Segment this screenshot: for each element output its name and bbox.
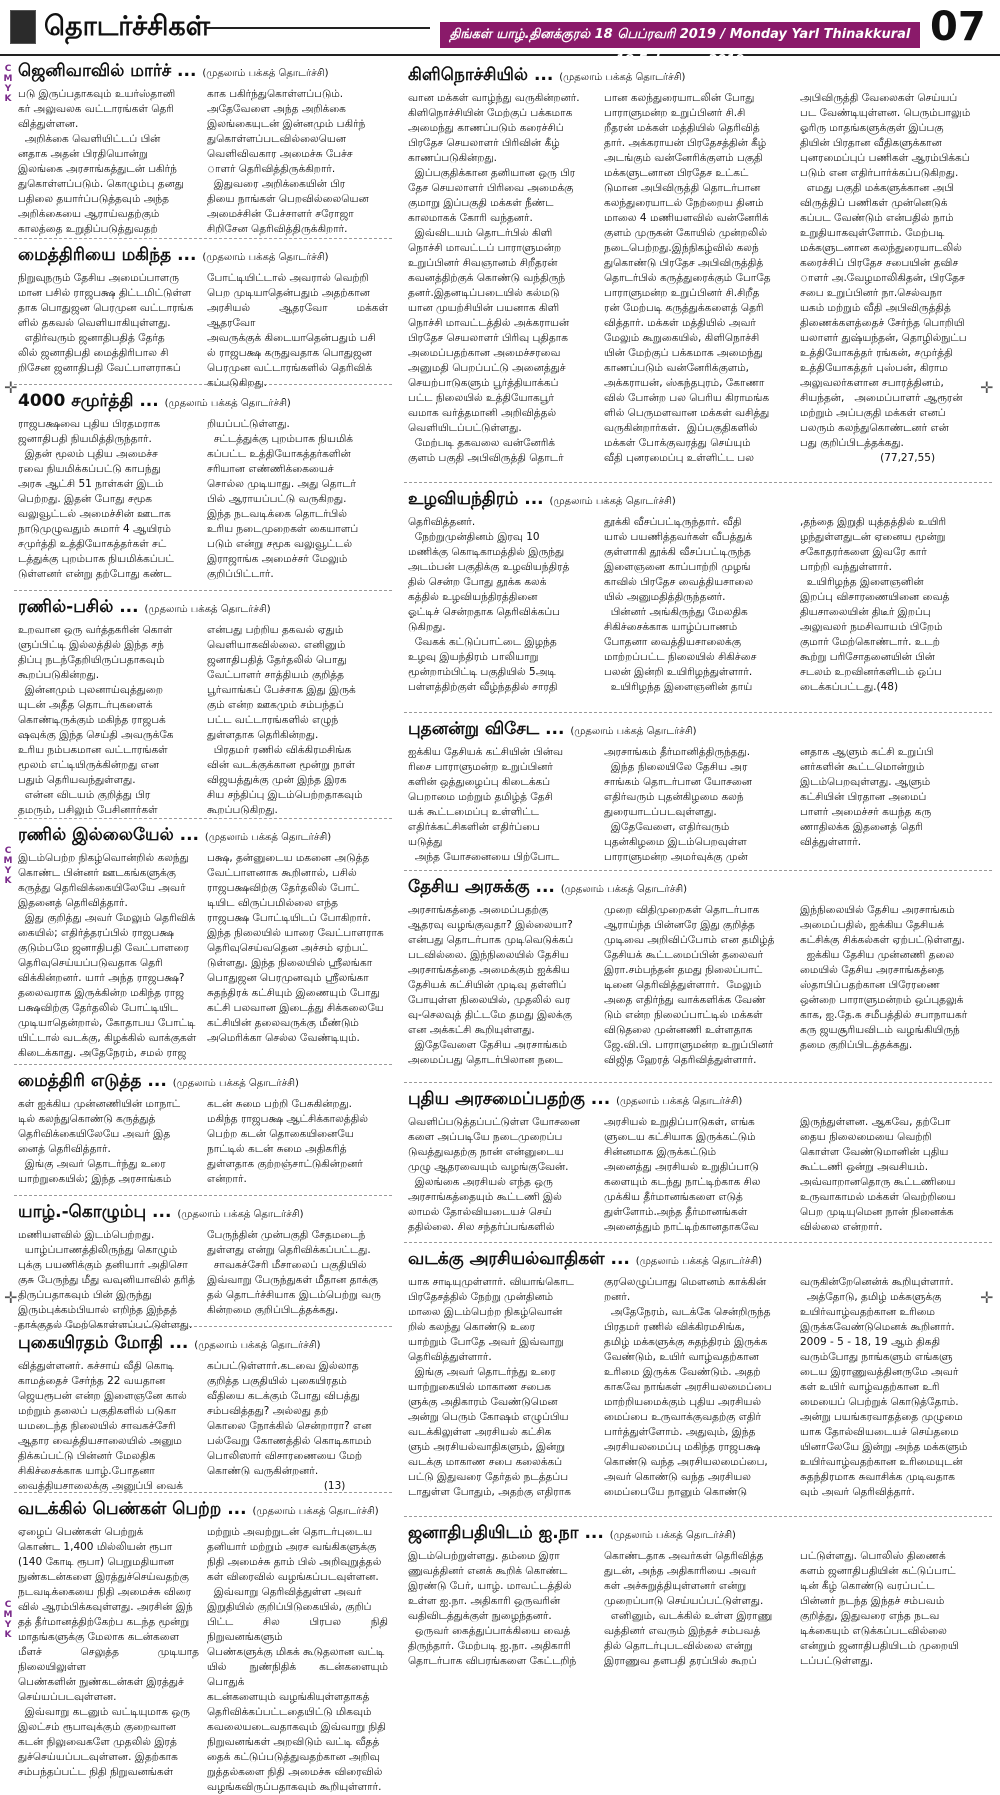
page-number: 07 (930, 4, 986, 50)
headline: புகையிரதம் மோதி ... (18, 1333, 189, 1353)
continuation-note: (முதலாம் பக்கத் தொடர்ச்சி) (609, 1530, 736, 1541)
article-column-text: மணியளவில் இடம்பெற்றது. யாழ்ப்பாணத்திலிருந்து கொழும் புக்கு பயணிக்கும் தனியார் அதிசொ குசு பேருந்து மீது வவுனியாவில் தரித் திருப்பதாகவும் பின் இருந்து இரும்புக்கம்பியால் எறிந்த இந்தத் தாக்குதல் மேற்கொள்ளப்பட்டுள்ளது. (18, 1229, 195, 1331)
cmyk-mark: C M Y K (3, 1600, 13, 1640)
article-column-text: வித்துள்ளனர். கச்சாய் வீதி கொடி காமத்தைச் சேர்ந்த 22 வயதான ஜெயரூபன் என்ற இளைஞனே கால் மற்றும் தலைப் பகுதிகளில் படுகா யமடைந்த நிலையில் சாவகச்சேரி ஆதார வைத்தியசாலையில் அனும திக்கப்பட்டு பின்னர் மேலதிக சிகிச்சைக்காக யாழ்.போதனா வைத்தியசாலைக்கு அனுப்பி வைக் (18, 1360, 187, 1492)
continuation-note: (முதலாம் பக்கத் தொடர்ச்சி) (549, 496, 676, 507)
article-columns (408, 515, 988, 695)
article-columns (408, 91, 988, 466)
cmyk-mark: C M Y K (3, 64, 13, 104)
article-columns (18, 1097, 388, 1187)
continuation-note: (முதலாம் பக்கத் தொடர்ச்சி) (252, 1506, 379, 1517)
continuation-note: (முதலாம் பக்கத் தொடர்ச்சி) (570, 726, 697, 737)
article-title (408, 1088, 988, 1113)
article-columns (18, 271, 388, 391)
headline: புதனன்று விசேட ... (408, 719, 565, 739)
article-column-text: அரசாங்கத்தை அமைப்பதற்கு ஆதரவு வழங்குவதா? இல்லையா? என்பது தொடர்பாக முடிவெடுக்கப் படவில்லை. இந்நிலையில் தேசிய அரசாங்கத்தை அமைக்கும் ஐக்கிய தேசியக் கட்சியின் முடிவு தள்ளிப் போயுள்ள நிலையில், முதலில் வர வு-செலவுத் திட்டமே தமது இலக்கு என அக்கட்சி கூறியுள்ளது. இதேவேளை தேசிய அரசாங்கம் அமைப்பது தொடர்பிலான நடை (408, 904, 574, 1066)
cmyk-mark: C M Y K (3, 846, 13, 886)
headline: உழவியந்திரம் ... (408, 489, 544, 509)
article-national-government (404, 874, 992, 1080)
headline: 4000 சமுர்த்தி ... (18, 391, 159, 411)
continuation-note: (முதலாம் பக்கத் தொடர்ச்சி) (177, 1209, 304, 1220)
header-rule (205, 27, 430, 29)
article-column-text: கடன் சுமை பற்றி பேசுகின்றது. மகிந்த ராஜபக்ஷ ஆட்சிக்காலத்தில் பெற்ற கடன் தொகையினையே நாட்டில் கடன் சுமை அதிகரித் துள்ளதாக குற்றஞ்சாட்டுகின்றனர் என்றார். (207, 1098, 369, 1185)
article-columns (408, 1275, 988, 1500)
article-column-text: பட்டுள்ளது. பொலிஸ் திணைக் களம் ஜனாதிபதியின் கட்டுப்பாட் டின் கீழ் கொண்டு வரப்பட்ட பின்னர் நடந்த இந்தச் சம்பவம் குறித்து, இதுவரை எந்த நடவ டிக்கையும் எடுக்கப்படவில்லை என்றும் ஜனாதிபதியிடம் முறையி டப்பட்டுள்ளது. (800, 1550, 959, 1667)
article-kilinochchi (404, 62, 992, 480)
headline: தேசிய அரசுக்கு ... (408, 877, 555, 897)
article-column-text: அபிவிருத்தி வேலைகள் செய்யப் பட வேண்டியுள்ளன. பெரும்பாலும் ஓரிரு மாதங்களுக்குள் இப்பகு தியின் பிரதான வீதிகளுக்கான புனரமைப்புப் பணிகள் ஆரம்பிக்கப் படும் என எதிர்பார்க்கப்படுகிறது. எமது பகுதி மக்களுக்கான அபி விருத்திப் பணிகள் முன்னெடுக் கப்பட வேண்டும் என்பதில் நாம் உறுதியாகவுள்ளோம். மேற்படி மக்களுடனான கலந்துரையாடலில் கரைச்சிப் பிரதேச சபையின் தவிச ாளர் அ.வேழமாலிகிதன், பிரதேச சபை உறுப்பினர் நா.செல்வநா யகம் மற்றும் வீதி அபிவிருத்தித் திணைக்களத்தைச் சேர்ந்த பொறியி யலாளர் துஷ்யந்தன், தொழில்நுட்ப உத்தியோகத்தர் ரங்கன், சமுர்த்தி உத்தியோகத்தர் புஸ்பன், கிராம அலுவலர்களான சபாரத்தினம், சியந்தன், அமைப்பாளர் ஆரூரன் மற்றும் அப்பகுதி மக்கள் எனப் பலரும் கலந்துகொண்டனர் என் பது குறிப்பிடத்தக்கது. (77,27,55) (800, 92, 971, 464)
article-column-text: னதாக ஆளும் கட்சி உறுப்பி னர்களின் கூட்டமொன்றும் இடம்பெறவுள்ளது. ஆளும் கட்சியின் பிரதான அமைப் பாளர் அமைச்சர் கயந்த கரு ணாதிலக்க இதனைத் தெரி வித்துள்ளார். (800, 746, 934, 848)
article-columns (408, 903, 988, 1068)
article-column-text: அரசாங்கம் தீர்மானித்திருந்தது. இந்த நிலையிலே தேசிய அர சாங்கம் தொடர்பான யோசனை எதிர்வரும் புதன்கிழமை கலந் துரையாடப்படவுள்ளது. இதேவேளை, எதிர்வரும் புதன்கிழமை இடம்பெறவுள்ள பாராளுமன்ற அமர்வுக்கு முன் (604, 746, 753, 863)
headline: ஜனாதிபதியிடம் ஐ.நா ... (408, 1523, 604, 1543)
headline: யாழ்.-கொழும்பு ... (18, 1202, 172, 1222)
article-title (408, 488, 988, 513)
continuation-note: (முதலாம் பக்கத் தொடர்ச்சி) (202, 68, 329, 79)
section-title: தொடர்ச்சிகள் (44, 11, 211, 42)
registration-mark: ✛ (4, 1288, 18, 1307)
article-column-text: உறவான ஒரு வர்த்தகரின் கொள் ளுப்பிட்டி இல்லத்தில் இந்த சந் திப்பு நடந்தேறியிருப்பதாகவும் கூறப்படுகின்றது. இன்னமும் புலனாய்வுத்துறை யுடன் அதீத தொடர்புகளைக் கொண்டிருக்கும் மகிந்த ராஜபக் ஷவுக்கு இந்த செய்தி அவருக்கே உரிய நம்பகமான வட்டாரங்கள் மூலம் எட்டியிருக்கின்றது என பதும் தெரியவந்துள்ளது. என்ன விடயம் குறித்து பிர தமரும், பசிலும் பேசினார்கள் (18, 624, 174, 816)
article-ranil-illaiyel (14, 822, 392, 1062)
headline: வடக்கில் பெண்கள் பெற்ற ... (18, 1499, 247, 1519)
article-column-text: போட்டியிட்டால் அவரால் வெற்றி பெற முடியாதென்பதும் அதற்கான அரசியல் ஆதரவோ மக்கள் ஆதரவோ அவருக்குக் கிடையாதென்பதும் பசி ல் ராஜபக்ஷ கருதுவதாக பொதுஜன பெரமுன வட்டாரங்களில் தெரிவிக் கப்படுகிறது. (207, 272, 388, 389)
page-header (0, 0, 1000, 68)
article-column-text: கப்பட்டுள்ளார்.கடவை இல்லாத குறித்த பகுதியில் புகையிரதம் வீதியை கடக்கும் போது விபத்து சம்பவித்தது? அல்லது தற் கொலை நோக்கில் சென்றாரா? என பல்வேறு கோணத்தில் கொடிகாமம் பொலிஸார் விசாரணையை மேற் கொண்டு வருகின்றனர். (13) (207, 1360, 372, 1492)
article-column-text: தூக்கி வீசப்பட்டிருந்தார். வீதி யால் பயணித்தவர்கள் வீபத்துக் குள்ளாகி தூக்கி வீசப்பட்டிருந்த இளைஞனை காப்பாற்றி முழங் காவில் பிரதேச வைத்தியசாலை யில் அனுமதித்திருந்தனர். பின்னர் அங்கிருந்து மேலதிக சிகிச்சைக்காக யாழ்ப்பாணம் போதனா வைத்தியசாலைக்கு மாற்றப்பட்ட நிலையில் சிகிச்சை பலன் இன்றி உயிரிழந்துள்ளார். உயிரிழந்த இளைஞனின் தாய் (604, 516, 757, 693)
article-wednesday-special (404, 716, 992, 868)
article-column-text: ,தந்தை இறுதி யுத்தத்தில் உயிரி ழந்துள்ளதுடன் ஏனைய மூன்று சகோதரர்களை இவரே கார் பாற்றி வந்துள்ளார். உயிரிழந்த இளைஞனின் இறப்பு விசாரணையினை வைத் தியசாலையின் திடீர் இறப்பு அலுவலர் நமசிவாயம் பிறேம் குமார் மேற்கொண்டார். உடற் கூற்று பரிசோதனையின் பின் சடலம் உறவினர்களிடம் ஒப்ப டைக்கப்பட்டது.(48) (800, 516, 950, 693)
article-columns (18, 1359, 388, 1494)
article-title (408, 1248, 988, 1273)
article-ranil-basil (14, 594, 392, 816)
continuation-note: (முதலாம் பக்கத் தொடர்ச்சி) (164, 398, 291, 409)
article-title (18, 244, 388, 269)
article-title (408, 718, 988, 743)
article-column-text: பான கலந்துரையாடலின் போது பாராளுமன்ற உறுப்பினர் சி.சி றீதரன் மக்கள் மத்தியில் தெரிவித் தார். அக்கராயன் பிரதேசத்தின் கீழ் அடங்கும் வன்னேரிக்குளம் பகுதி மக்களுடனான பிரதேச உட்கட் டுமான அபிவிருத்தி தொடர்பான கலந்துரையாடல் நேற்றைய தினம் மாலை 4 மணியளவில் வன்னேரிக் குளம் முருகன் கோயில் முன்றலில் நடைபெற்றது.இந்நிகழ்வில் கலந் துகொண்டு பிரதேச அபிவிருத்தித் தொடர்பில் கருத்துரைக்கும் போதே பாராளுமன்ற உறுப்பினர் சி.சிறீத ரன் மேற்படி கருத்துக்களைத் தெரி வித்தார். மக்கள் மத்தியில் அவர் மேலும் கூறுகையில், கிளிநொச்சி யின் மேற்குப் பக்கமாக அமைந்து காணப்படும் வன்னேரிக்குளம், அக்கராயன், ஸ்கந்தபுரம், கோணா வில் போன்ற பல பெரிய கிராமங்க ளில் பெருமளவான மக்கள் வசித்து வருகின்றார்கள். இப்பகுதிகளில் மக்கள் போக்குவரத்து செய்யும் வீதி புனரமைப்பு உள்ளிட்ட பல (604, 92, 771, 464)
article-column-text: வான மக்கள் வாழ்ந்து வருகின்றனர். கிளிநொச்சியின் மேற்குப் பக்கமாக அமைந்து காணப்படும் கரைச்சிப் பிரதேச செயலாளர் பிரிவின் கீழ் காணப்படுகின்றது. இப்பகுதிக்கான தனியான ஒரு பிர தேச செயலாளர் பிரிவை அமைக்கு குமாறு இப்பகுதி மக்கள் நீண்ட காலமாகக் கோரி வந்தனர். இவ்விடயம் தொடர்பில் கிளி நொச்சி மாவட்டப் பாராளுமன்ற உறுப்பினர் சிவஞானம் சிறீதரன் கவனத்திற்குக் கொண்டு வந்திருந் தனர்.இதனடிப்படையில் கல்மடு யான முயற்சியின் பயனாக கிளி நொச்சி மாவட்டத்தில் அக்கராயன் பிரதேச செயலாளர் பிரிவு புதிதாக அமைப்பதற்கான அமைச்சரவை அனுமதி பெறப்பட்டு அனைத்துச் செயற்பாடுகளும் பூர்த்தியாக்கப் பட்ட நிலையில் உத்தியோகபூர் வமாக வர்த்தமானி அறிவித்தல் வெளியிடப்பட்டுள்ளது. மேற்படி தகவலை வன்னேரிக் குளம் பகுதி அபிவிருத்தி தொடர் (408, 92, 580, 464)
article-columns (18, 623, 388, 818)
article-tractor (404, 486, 992, 710)
article-column-text: காக பகிர்ந்துகொள்ளப்படும். அதேவேளை அந்த அறிக்கை இலங்கையுடன் இன்னமும் பகிர்ந் துகொள்ளப்படவில்லையென வெளிவிவகார அமைச்சு பேச்ச ாளர் தெரிவித்திருக்கிறார். இதுவரை அறிக்கையின் பிர தியை நாங்கள் பெறவில்லையென அமைச்சின் பேச்சாளர் சரோஜா சிறிசேன தெரிவித்திருக்கிறார். (207, 88, 369, 235)
article-column-text: ராஜபக்ஷவை புதிய பிரதமராக ஜனாதிபதி நியமித்திருந்தார். இதன் மூலம் புதிய அமைச்ச ரவை நியமிக்கப்பட்டு காபந்து அரசு ஆட்சி 51 நாள்கள் இடம் பெற்றது. இதன் போது சமூக வலுவூட்டல் அமைச்சின் ஊடாக நாடுமுழுவதும் சுமார் 4 ஆயிரம் சமுர்த்தி உத்தியோகத்தர்கள் சட் டத்துக்கு புறம்பாக நியமிக்கப்பட் டுள்ளனர் என்று தற்போது கண்ட (18, 418, 174, 580)
continuation-note: (முதலாம் பக்கத் தொடர்ச்சி) (194, 1340, 321, 1351)
headline: மைத்திரி எடுத்த ... (18, 1071, 167, 1091)
headline: ரணில்-பசில் ... (18, 597, 139, 617)
article-column-text: குரலெழுப்பாது மௌனம் காக்கின் றனர். அதேநேரம், வடக்கே சென்றிருந்த பிரதமர் ரணில் விக்கிரமசிங்க, தமிழ் மக்களுக்கு சுதந்திரம் இருக்க வேண்டும், உயிர் வாழ்வதற்கான உரிமை இருக்க வேண்டும். அதற் காகவே நாங்கள் அரசியலமைப்பை மாற்றியமைக்கும் புதிய அரசியல் மைப்பை உருவாக்குவதற்கு எதிர் பார்த்துள்ளோம். அதுவும், இந்த அரசியலமைப்பு மகிந்த ராஜபக்ஷ கொண்டு வந்த அரசியலமைப்பை, அவர் கொண்டு வந்த அரசியல மைப்பையே நானும் கொண்டு (604, 1276, 772, 1498)
article-column-text: பக்ஷ, தன்னுடைய மகனை அடுத்த வேட்பாளனாக கூறினால், பசில் ராஜபக்ஷவிற்கு தேர்தலில் போட் டியிட விருப்பமில்லை எந்த ராஜபக்ஷ போட்டியிடப் போகிறார். இந்த நிலையில் யாரை வேட்பாளராக தெரிவுசெய்வதென அச்சம் ஏற்பட் டுள்ளது. இந்த நிலையில் ஸ்ரீலங்கா பொதுஜன பெரமுனவும் ஸ்ரீலங்கா சுதந்திரக் கட்சியும் இணையும் போது கட்சி பலவான இடைத்து சிக்கலையே கட்சியின் தலைவருக்கு மீண்டும் அமெரிக்கா செல்ல வேண்டியும். (207, 852, 384, 1044)
article-new-government (404, 1086, 992, 1240)
date-banner: திங்கள் யாழ்.தினக்குரல் 18 பெப்ரவரி 2019 / Monday Yarl Thinakkural 18 February 2019 (440, 22, 920, 48)
headline: ரணில் இல்லையேல் ... (18, 825, 199, 845)
continuation-note: (முதலாம் பக்கத் தொடர்ச்சி) (144, 604, 271, 615)
article-column-text: முறை விதிமுறைகள் தொடர்பாக ஆராய்ந்த பின்னரே இது குறித்த முடிவை அறிவிப்போம் என தமிழ்த் தேசியக் கூட்டமைப்பின் தலைவர் இரா.சம்பந்தன் தமது நிலைப்பாட் டினை தெரிவித்துள்ளார். மேலும் அதை எதிர்ந்து வாக்களிக்க வேண் டும் என்ற நிலைப்பாட்டில் மக்கள் விடுதலை முன்னணி உள்ளதாக ஜே.வி.பி. பாராளுமன்ற உறுப்பினர் விஜித ஹேரத் தெரிவித்துள்ளார். (604, 904, 775, 1066)
article-column-text: இந்நிலையில் தேசிய அரசாங்கம் அமைப்பதில், ஐக்கிய தேசியக் கட்சிக்கு சிக்கல்கள் ஏற்பட்டுள்ளது. ஐக்கிய தேசிய முன்னணி தலை மையில் தேசிய அரசாங்கத்தை ஸ்தாபிப்பதற்கான பிரேரணை ஒன்றை பாராளுமன்றம் ஒப்புதலுக் காக, ஐ.தே.க சமீபத்தில் சபாநாயகர் கரு ஜயசூரியவிடம் வழங்கியிருந் தமை குறிப்பிடத்தக்கது. (800, 904, 968, 1051)
article-title (18, 1498, 388, 1523)
continuation-note: (முதலாம் பக்கத் தொடர்ச்சி) (635, 1256, 762, 1267)
article-title (408, 1522, 988, 1547)
registration-mark: ✛ (980, 378, 994, 397)
continuation-note: (முதலாம் பக்கத் தொடர்ச்சி) (560, 884, 687, 895)
article-maithiri-eduththa (14, 1068, 392, 1193)
article-columns (408, 745, 988, 865)
article-title (408, 64, 988, 89)
article-north-women-loans (14, 1496, 392, 1793)
article-column-text: ஏழைப் பெண்கள் பெற்றுக் கொண்ட 1,400 மில்லியன் ரூபா (140 கோடி ரூபா) பெறுமதியான நுண்கடன்களை இரத்துச்செய்வதற்கு நடவடிக்கையை நிதி அமைச்சு விரை வில் ஆரம்பிக்கவுள்ளது. அரசின் இந் தத் தீர்மானத்திற்கேற்ப கடந்த மூன்று மாதங்களுக்கு மேலாக கடன்களை மீளச் செலுத்த முடியாத நிலையிலுள்ள பெண்களின் நுண்கடன்கள் இரத்துச் செய்யப்படவுள்ளன. இவ்வாறு கடனும் வட்டியுமாக ஒரு இலட்சம் ரூபாவுக்கும் குறைவான கடன் நிலுவைகளே முதலில் இரத் துச்செய்யப்படவுள்ளன. இதற்காக சம்பந்தப்பட்ட நிதி நிறுவனங்கள் (18, 1526, 199, 1778)
article-title (18, 1332, 388, 1357)
article-title (18, 1201, 388, 1226)
article-maithiri-mahinda (14, 242, 392, 389)
continuation-note: (முதலாம் பக்கத் தொடர்ச்சி) (172, 1078, 299, 1089)
article-column-text: அரசியல் உறுதிப்பாடுகள், எங்க ளுடைய கட்சியாக இருக்கட்டும் சின்னமாக இருக்கட்டும் அனைத்து அரசியல் உறுதிப்பாடு களையும் கடந்து நாட்டிற்காக சில முக்கிய தீர்மானங்களை எடுத் துள்ளோம்.அந்த தீர்மானங்கள் அனைத்தும் நாட்டிற்கானதாகவே (604, 1116, 761, 1233)
article-column-text: இடம்பெற்றுள்ளது. தம்மை இரா ணுவத்தினர் எனக் கூறிக் கொண்ட இரண்டு பேர், யாழ். மாவட்டத்தில் உள்ள ஐ.நா. அதிகாரி ஒருவரின் வதிவிடத்துக்குள் நுழைந்தனர். ஒருவர் கைத்துப்பாக்கியை வைத் திருந்தார். மேற்படி ஐ.நா. அதிகாரி தொடர்பாக விபரங்களை கேட்டறிந் (408, 1550, 577, 1667)
section-thumbnail (10, 10, 36, 44)
continuation-note: (முதலாம் பக்கத் தொடர்ச்சி) (204, 832, 332, 843)
article-title (18, 60, 388, 85)
article-jaffna-colombo (14, 1199, 392, 1331)
headline: ஜெனிவாவில் மார்ச் ... (18, 61, 197, 81)
article-column-text: படு இருப்பதாகவும் உயர்ஸ்தானி கர் அலுவலக வட்டாரங்கள் தெரி வித்துள்ளன. அறிக்கை வெளியிட்டப் பின் னதாக அதன் பிரதியொன்று இலங்கை அரசாங்கத்துடன் பகிர்ந் துகொள்ளப்படும். கொழும்பு தனது பதிலை தயார்ப்படுத்தவும் அந்த அறிக்கையை ஆராய்வதற்கும் காலத்தை உறுதிப்படுத்துவதற் (18, 88, 184, 235)
article-column-text: ஐக்கிய தேசியக் கட்சியின் பின்வ ரிசை பாராளுமன்ற உறுப்பினர் களின் ஒத்துழைப்பு கிடைக்கப் பெறாமை மற்றும் தமிழ்த் தேசி யக் கூட்டமைப்பு உள்ளிட்ட எதிர்க்கட்சிகளின் எதிர்ப்பை யடுத்து அந்த யோசனையை பிற்போட (408, 746, 564, 863)
registration-mark: ✛ (980, 1288, 994, 1307)
article-columns (18, 1525, 388, 1795)
article-columns (408, 1549, 988, 1669)
article-columns (18, 851, 388, 1061)
article-column-text: கொண்டதாக அவர்கள் தெரிவித்த துடன், அந்த அதிகாரியை அவர் கள் அச்சுறுத்தியுள்ளனர் என்று முறைப்பாடு செய்யப்பட்டுள்ளது. எனினும், வடக்கில் உள்ள இராணு வத்தினர் எவரும் இந்தச் சம்பவத் தில் தொடர்புபடவில்லை என்று இராணுவ தளபதி தரப்பில் கூறப் (604, 1550, 773, 1667)
article-column-text: மற்றும் அவற்றுடன் தொடர்புடைய தனியார் மற்றும் அரச வங்கிகளுக்கு நிதி அமைச்சு தாம் பில் அறிவுறுத்தல் கள் விரைவில் வழங்கப்படவுள்ளன. இவ்வாறு தெரிவித்துள்ள அவர் இறுதியில் குறிப்பிடுகையில், குறிப் பிட்ட சில பிரபல நிதி நிறுவனங்களும் பெண்களுக்கு மிகக் கூடுதலான வட்டி யில் நுண்நிதிக் கடன்களையும் பொதுக் கடன்களையும் வழங்கியுள்ளதாகத் தெரிவிக்கப்பட்டதையிட்டு மிகவும் கவலையடைவதாகவும் இவ்வாறு நிதி நிறுவனங்கள் அறவிடும் வட்டி வீதத் தைக் கட்டுப்படுத்துவதற்கான அறிவு றுத்தல்களை நிதி அமைச்சு விரைவில் வழங்கவிருப்பதாகவும் கூறியுள்ளார். (207, 1526, 388, 1793)
article-columns (18, 1228, 388, 1333)
registration-mark: ✛ (4, 378, 18, 397)
continuation-note: (முதலாம் பக்கத் தொடர்ச்சி) (616, 1096, 743, 1107)
article-title (18, 596, 388, 621)
headline: புதிய அரசமைப்பதற்கு ... (408, 1089, 611, 1109)
article-column-text: இடம்பெற்ற நிகழ்வொன்றில் கலந்து கொண்ட பின்னர் ஊடகங்களுக்கு கருத்து தெரிவிக்கையிலேயே அவர் இதனைத் தெரிவித்தார். இது குறித்து அவர் மேலும் தெரிவிக் கையில்; எதிர்த்தரப்பில் ராஜபக்ஷ குடும்பமே ஜனாதிபதி வேட்பாளரை தெரிவுசெய்யப்படுவதாக தெரி விக்கின்றனர். யார் அந்த ராஜபக்ஷ? தலைவராக இருக்கின்ற மகிந்த ராஜ பக்ஷவிற்கு தேர்தலில் போட்டியிட முடியாதென்றால், கோதாபய போட்டி யிட்டால் வடக்கு, கிழக்கில் வாக்குகள் கிடைக்காது. அதேநேரம், சமல் ராஜ (18, 852, 197, 1059)
article-title (18, 824, 388, 849)
article-column-text: றியப்பட்டுள்ளது. சட்டத்துக்கு புறம்பாக நியமிக் கப்பட்ட உத்தியோகத்தர்களின் சரியான எண்ணிக்கையைச் சொல்ல முடியாது. அது தொடர் பில் ஆராயப்பட்டு வருகிறது. இந்த நடவடிக்கை தொடர்பில் உரிய நடைமுறைகள் கையாளப் படும் என்று சமூக வலுவூட்டல் இராஜாங்க அமைச்சர் மேலும் குறிப்பிட்டார். (207, 418, 359, 580)
article-column-text: வருகின்றேனென்க் கூறியுள்ளார். அத்தோடு, தமிழ் மக்களுக்கு உயிர்வாழ்வதற்கான உரிமை இருக்கவேண்டுமெனக் கூறினார். 2009 - 5 - 18, 19 ஆம் திகதி வரும்போது நாங்களும் எங்களு டைய இராணுவத்தினருமே அவர் கள் உயிர் வாழ்வதற்கான உரி மையைப் பெற்றுக் கொடுத்தோம். அன்று பயங்கரவாதத்தை முழுமை யாக தோல்வியடையச் செய்தமை யினாலேயே இன்று அந்த மக்களும் உயிர்வாழ்வதற்கான உரிமையுடன் சுதந்திரமாக சுவாசிக்க முடிவதாக வும் அவர் தெரிவித்தார். (800, 1276, 968, 1498)
article-samurdhi (14, 388, 392, 588)
article-columns (18, 87, 388, 237)
article-title (408, 876, 988, 901)
article-column-text: என்பது பற்றிய தகவல் ஏதும் வெளியாகவில்லை. எனினும் ஜனாதிபதித் தேர்தலில் பொது வேட்பாளர் சாத்தியம் குறித்த பூர்வாங்கப் பேச்சாக இது இருக் கும் என்ற ஊகமும் சம்பந்தப் பட்ட வட்டாரங்களில் எழுந் துள்ளதாக தெரிகின்றது. பிரதமர் ரணில் விக்கிரமசிங்க வின் வடக்குக்கான மூன்று நாள் விஜயத்துக்கு முன் இந்த இரக சிய சந்திப்பு இடம்பெற்றதாகவும் கூறப்படுகிறது. (207, 624, 363, 816)
headline: வடக்கு அரசியல்வாதிகள் ... (408, 1249, 630, 1269)
article-train-collision (14, 1330, 392, 1490)
article-column-text: யாக சாடியுமுள்ளார். வியாங்கொட பிரதேசத்தில் நேற்று முன்தினம் மாலை இடம்பெற்ற நிகழ்வொன் றில் கலந்து கொண்டு உரை யாற்றும் போதே அவர் இவ்வாறு தெரிவித்துள்ளார். இங்கு அவர் தொடர்ந்து உரை யாற்றுகையில் மாகாண சபைக ளுக்கு அதிகாரம் வேண்டுமென அன்று பெரும் கோஷம் எழுப்பிய வடக்கிலுள்ள அரசியல் கட்சிக ளும் அரசியல்வாதிகளும், இன்று வடக்கு மாகாண சபை கலைக்கப் பட்டு இதுவரை தேர்தல் நடத்தப்ப டாதுள்ள போதும், அதற்கு எதிராக (408, 1276, 574, 1498)
headline: கிளிநொச்சியில் ... (408, 65, 554, 85)
article-geneva (14, 58, 392, 236)
article-title (18, 390, 388, 415)
article-column-text: நிறுவுநரும் தேசிய அமைப்பாளரு மான பசில் ராஜபக்ஷ திட்டமிட்டுள்ள தாக பொதுஜன பெரமுன வட்டாரங்க ளில் தகவல் வெளியாகியுள்ளது. எதிர்வரும் ஜனாதிபதித் தேர்த லில் ஜனாதிபதி மைத்திரிபால சி றிசேன ஜனாதிபதி வேட்பாளராகப் (18, 272, 194, 374)
article-column-text: வெளிப்படுத்தப்பட்டுள்ள யோசனை களை அப்படியே நடைமுறைப்ப டுவத்துவதற்கு நான் என்னுடைய முழு ஆதரவையும் வழங்குவேன். இலங்கை அரசியல் எந்த ஒரு அரசாங்கத்தையும் கூட்டணி இல் லாமல் தோல்வியடையச் செய் ததில்லை. சில சந்தர்ப்பங்களில் (408, 1116, 581, 1233)
article-columns (408, 1115, 988, 1235)
article-north-politicians (404, 1246, 992, 1514)
continuation-note: (முதலாம் பக்கத் தொடர்ச்சி) (202, 252, 329, 263)
article-president-un (404, 1520, 992, 1680)
article-column-text: பேருந்தின் முன்பகுதி சேதமடைந் துள்ளது என்று தெரிவிக்கப்பட்டது. சாவகச்சேரி மீசாலைப் பகுதியில் இவ்வாறு பேருந்துகள் மீதான தாக்கு தல் தொடர்ச்சியாக இடம்பெற்று வரு கின்றமை குறிப்பிடத்தக்கது. (207, 1229, 381, 1316)
article-title (18, 1070, 388, 1095)
headline: மைத்திரியை மகிந்த ... (18, 245, 197, 265)
article-columns (18, 417, 388, 582)
article-column-text: கள் ஐக்கிய முன்னணியின் மாநாட் டில் கலந்துகொண்டு கருத்துத் தெரிவிக்கையிலேயே அவர் இத னைத் தெரிவித்தார். இங்கு அவர் தொடர்ந்து உரை யாற்றுகையில்; இந்த அரசாங்கம் (18, 1098, 181, 1185)
continuation-note: (முதலாம் பக்கத் தொடர்ச்சி) (559, 72, 686, 83)
article-column-text: இருந்துள்ளன. ஆகவே, தற்போ தைய நிலைமையை வெற்றி கொள்ள வேண்டுமானின் புதிய கூட்டணி ஒன்று அவசியம். அவ்வாறானதொரு கூட்டணியை உருவாகாமல் மக்கள் வெற்றியை பெற முடியுமென நான் நினைக்க வில்லை என்றார். (800, 1116, 956, 1233)
article-column-text: தெரிவித்தனர். நேற்றுமுன்தினம் இரவு 10 மணிக்கு கொடிகாமத்தில் இருந்து அடம்பன் பகுதிக்கு உழவியந்திரத் தில் சென்ற போது தூக்க கலக் கத்தில் உழவியந்திரத்தினை ஓட்டிச் சென்றதாக தெரிவிக்கப்ப டுகிறது. வேகக் கட்டுப்பாட்டை இழந்த உழவு இயந்திரம் பாலியாறு மூன்றாம்பிட்டி பகுதியில் 5அடி பள்ளத்திற்குள் வீழ்ந்ததில் சாரதி (408, 516, 570, 693)
